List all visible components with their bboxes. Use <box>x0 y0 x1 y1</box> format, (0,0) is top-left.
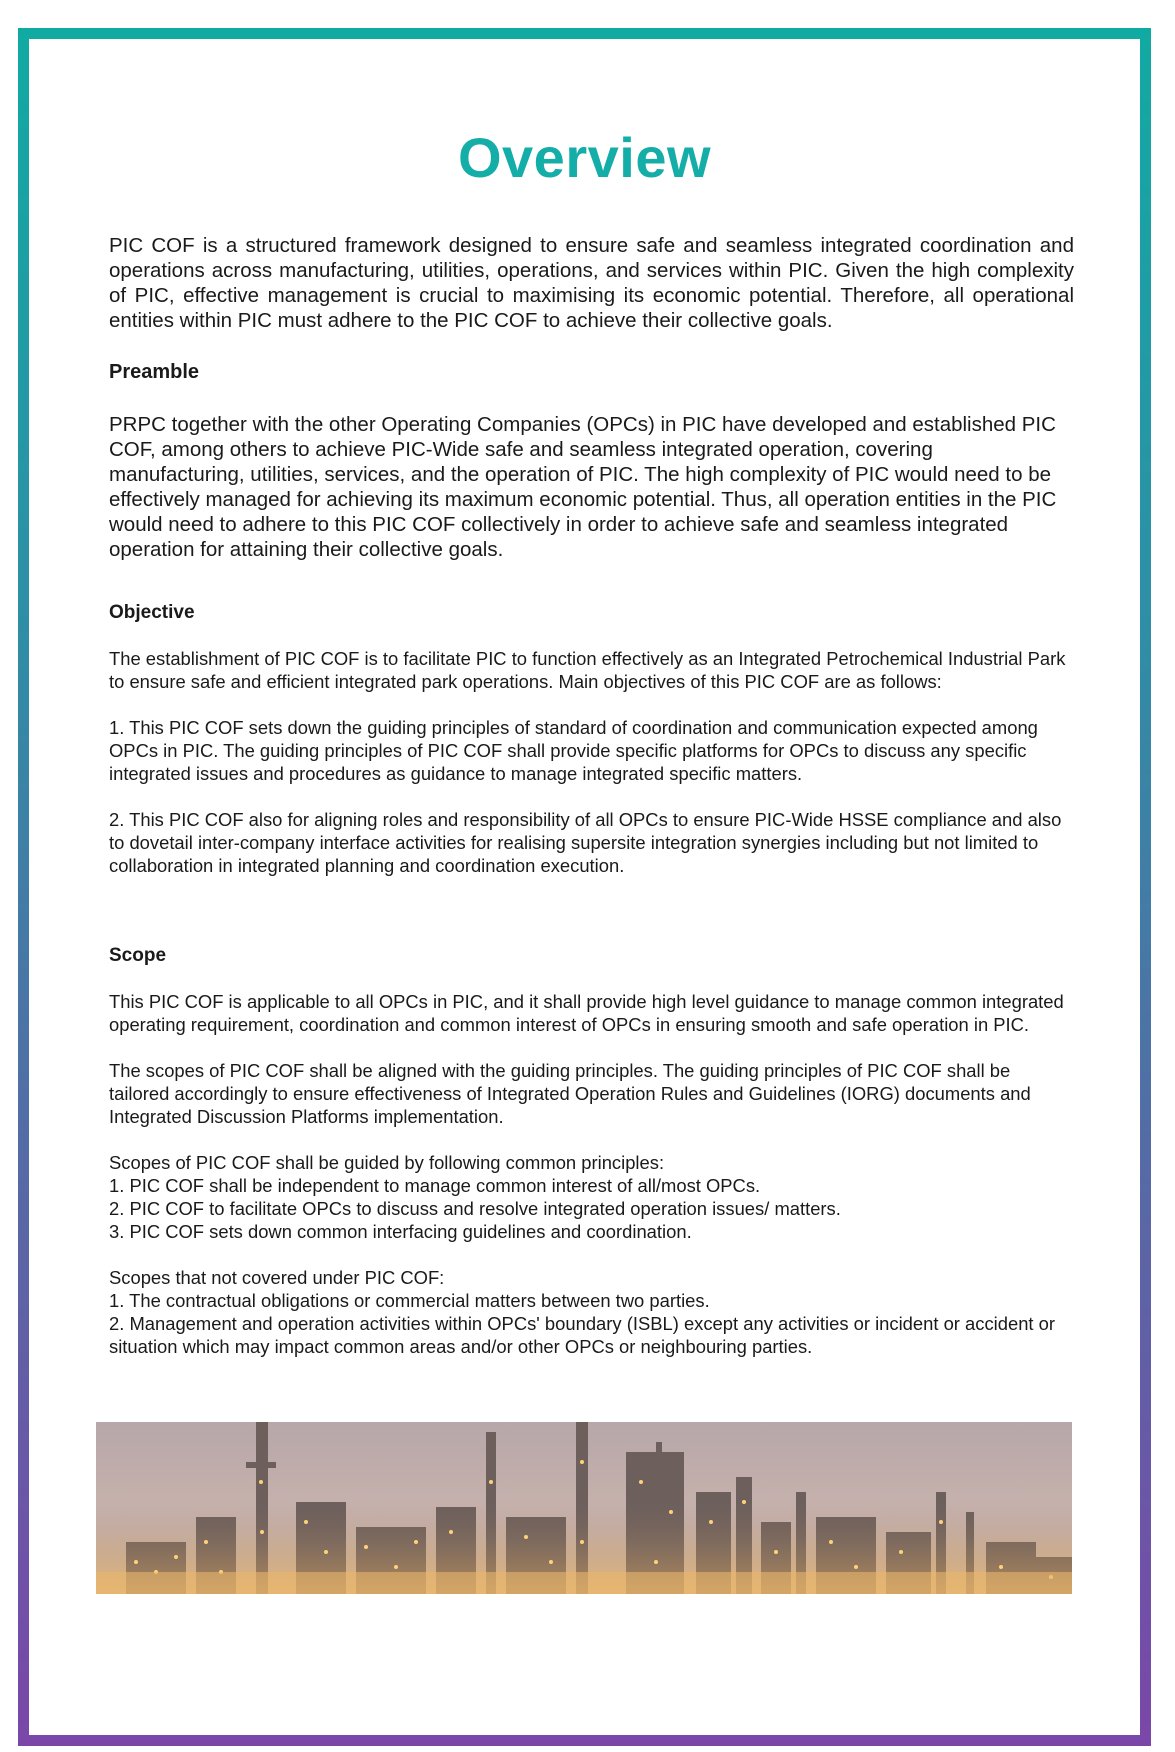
page-title: Overview <box>457 126 712 189</box>
principle-item: 2. PIC COF to facilitate OPCs to discuss and resolve integrated operation issues/ matters. <box>109 1198 841 1219</box>
principle-item: 1. PIC COF shall be independent to manage common interest of all/most OPCs. <box>109 1175 761 1196</box>
principles-intro: Scopes of PIC COF shall be guided by following common principles: <box>109 1152 665 1173</box>
objective-heading: Objective <box>109 602 195 623</box>
scope-paragraph-2: The scopes of PIC COF shall be aligned with the guiding principles. The guiding principles of PIC COF shall be tailored accordingly to ensure effectiveness of Integrated Operation Rules and Guidelines (IORG) documents and Integrated Discussion Platforms implementation. <box>109 1060 1031 1127</box>
scope-paragraph-1: This PIC COF is applicable to all OPCs in PIC, and it shall provide high level guidance to manage common integrated operating requirement, coordination and common interest of OPCs in ensuring smooth and safe operation in PIC. <box>109 991 1064 1035</box>
objective-section <box>109 647 1074 877</box>
exclusion-item: 2. Management and operation activities within OPCs' boundary (ISBL) except any activities or incident or accident or situation which may impact common areas and/or other OPCs or neighbouring parties. <box>109 1313 1056 1357</box>
preamble-section <box>109 412 1074 562</box>
page-content-area <box>29 39 1140 1735</box>
scope-section <box>109 990 1074 1358</box>
scope-heading: Scope <box>109 945 167 966</box>
intro-paragraph <box>109 233 1074 333</box>
principle-item: 3. PIC COF sets down common interfacing guidelines and coordination. <box>109 1221 692 1242</box>
exclusions-intro: Scopes that not covered under PIC COF: <box>109 1267 445 1288</box>
exclusion-item: 1. The contractual obligations or commercial matters between two parties. <box>109 1290 710 1311</box>
scope-principles-list <box>109 1151 1074 1243</box>
refinery-skyline-illustration <box>96 1422 1072 1594</box>
objective-intro: The establishment of PIC COF is to facilitate PIC to function effectively as an Integrated Petrochemical Industrial Park to ensure safe and efficient integrated park operations. Main objectives of this PIC COF are as follows: <box>109 648 1066 692</box>
scope-exclusions-list <box>109 1266 1074 1358</box>
preamble-heading: Preamble <box>109 361 200 383</box>
preamble-text: PRPC together with the other Operating Companies (OPCs) in PIC have developed and established PIC COF, among others to achieve PIC-Wide safe and seamless integrated operation, covering manufacturing, utilities, services, and the operation of PIC. The high complexity of PIC would need to be effectively managed for achieving its maximum economic potential. Thus, all operation entities in the PIC would need to adhere to this PIC COF collectively in order to achieve safe and seamless integrated operation for attaining their collective goals. <box>109 413 1057 561</box>
objective-item: 1. This PIC COF sets down the guiding principles of standard of coordination and communication expected among OPCs in PIC. The guiding principles of PIC COF shall provide specific platforms for OPCs to discuss any specific integrated issues and procedures as guidance to manage integrated specific matters. <box>109 717 1038 784</box>
refinery-skyline-photo <box>96 1422 1072 1594</box>
intro-text: PIC COF is a structured framework designed to ensure safe and seamless integrated coordination and operations across manufacturing, utilities, operations, and services within PIC. Given the high complexity of PIC, effective management is crucial to maximising its economic potential. Therefore, all operational entities within PIC must adhere to the PIC COF to achieve their collective goals. <box>109 234 1074 332</box>
page-border-frame <box>18 28 1151 1746</box>
objective-item: 2. This PIC COF also for aligning roles and responsibility of all OPCs to ensure PIC-Wide HSSE compliance and also to dovetail inter-company interface activities for realising supersite integration synergies including but not limited to collaboration in integrated planning and coordination execution. <box>109 809 1062 876</box>
